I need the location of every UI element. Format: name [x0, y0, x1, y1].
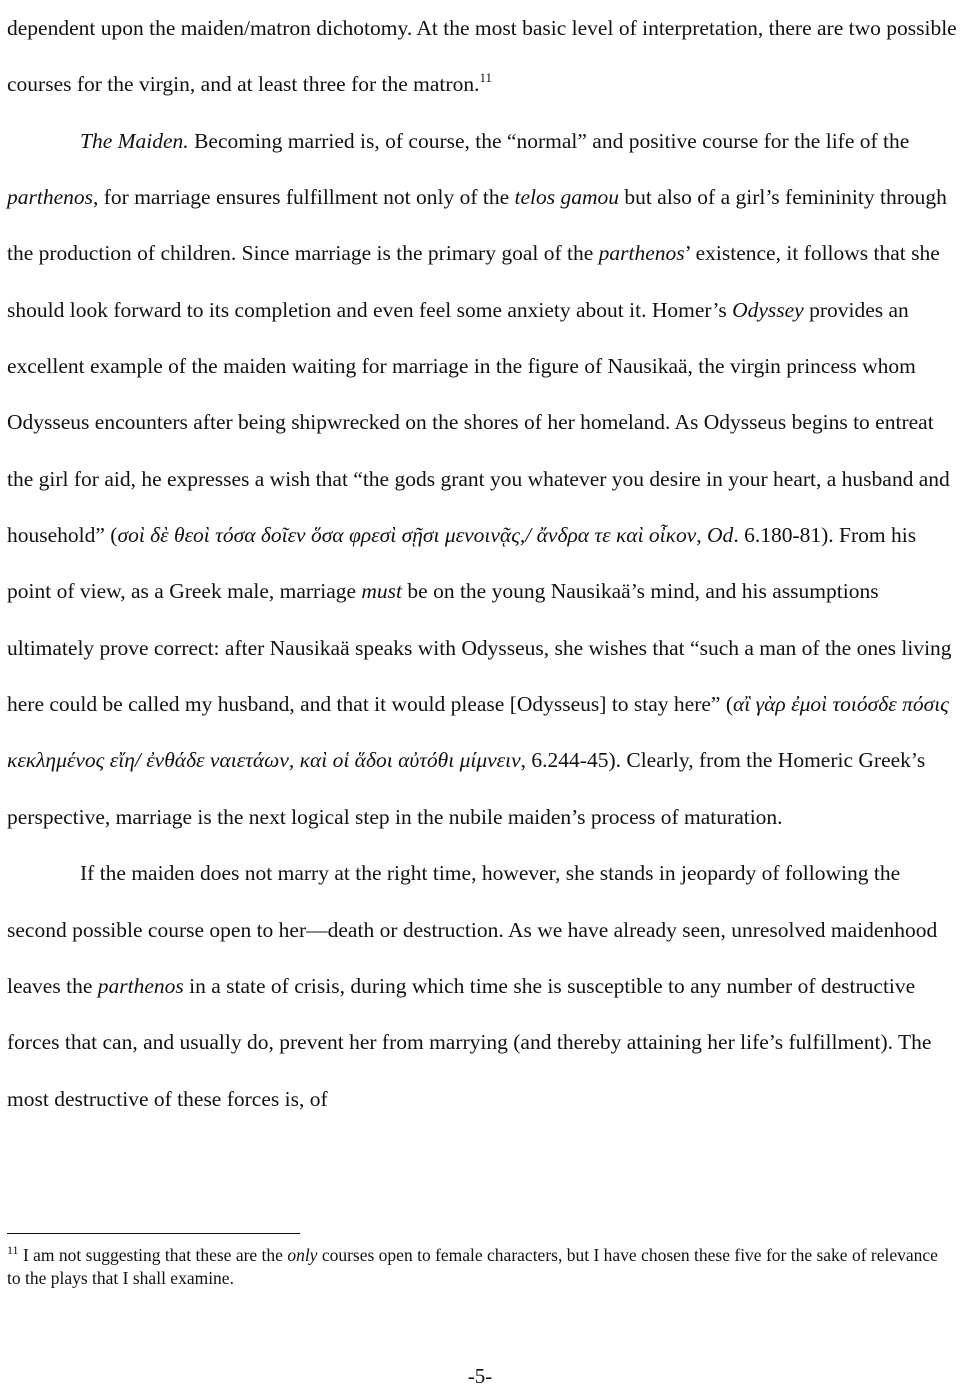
paragraph-text: Becoming married is, of course, the “normal” and positive course for the life of the — [188, 128, 910, 153]
paragraph-text: , — [696, 523, 708, 548]
italic-title: Odyssey — [732, 297, 804, 322]
footnote-number: 11 — [7, 1243, 19, 1257]
footnote-reference[interactable]: 11 — [479, 70, 492, 86]
italic-emphasis: must — [361, 579, 403, 604]
paragraph-text: If the maiden does not marry at the right time, however, she stands in jeopardy of following the second possible course open to her—death or destruction. As we have already seen, unresolved maidenhood leaves the — [7, 861, 938, 998]
main-text — [7, 0, 957, 1127]
italic-emphasis: only — [287, 1245, 318, 1265]
paragraph-text: dependent upon the maiden/matron dichotomy. At the most basic level of interpretation, there are two possible courses for the virgin, and at least three for the matron. — [7, 16, 957, 97]
footnote-text: I am not suggesting that these are the — [18, 1245, 288, 1265]
italic-term: parthenos — [7, 185, 93, 210]
paragraph-text: ’ existence, it follows that she should look forward to its completion and even feel some anxiety about it. Homer’s — [7, 241, 940, 322]
italic-term: telos gamou — [514, 185, 620, 210]
page-body — [7, 0, 957, 1127]
greek-quotation: σοὶ δὲ θεοὶ τόσα δοῖεν ὅσα φρεσὶ σῇσι μενοινᾷς,/ ἄνδρα τε καὶ οἶκον — [117, 523, 697, 548]
greek-quotation: αἲ γὰρ ἐμοὶ τοιόσδε πόσις κεκλημένος εἴη/ ἐνθάδε ναιετάων, καὶ οἱ ἅδοι αὐτόθι μίμνειν — [7, 692, 949, 773]
footnote — [7, 1244, 952, 1290]
page-number: -5- — [467, 1364, 493, 1388]
paragraph-the-maiden — [7, 113, 957, 845]
italic-term: parthenos — [97, 973, 184, 998]
paragraph-destruction — [7, 845, 957, 1127]
italic-title: Od — [707, 523, 734, 548]
paragraph-text: be on the young Nausikaä’s mind, and his assumptions ultimately prove correct: after Nausikaä speaks with Odysseus, she wishes that “such a man of the ones living here could be called my husband, and that it would please [Odysseus] to stay here” ( — [7, 579, 952, 717]
section-heading: The Maiden. — [80, 128, 189, 153]
italic-term: parthenos — [598, 241, 685, 266]
paragraph-text: , 6.244-45). Clearly, from the Homeric Greek’s perspective, marriage is the next logical step in the nubile maiden’s process of maturation. — [7, 748, 926, 829]
paragraph-text: but also of a girl’s femininity through the production of children. Since marriage is the primary goal of the — [7, 185, 947, 266]
paragraph-text: in a state of crisis, during which time she is susceptible to any number of destructive forces that can, and usually do, prevent her from marrying (and thereby attaining her life’s fulfillment). The most destructive of these forces is, of — [7, 973, 932, 1111]
footnote-text: courses open to female characters, but I have chosen these five for the sake of relevance to the plays that I shall examine. — [7, 1245, 938, 1288]
paragraph-text: provides an excellent example of the maiden waiting for marriage in the figure of Nausikaä, the virgin princess whom Odysseus encounters after being shipwrecked on the shores of her homeland. As Odysseus begins to entreat the girl for aid, he expresses a wish that “the gods grant you whatever you desire in your heart, a husband and household” ( — [7, 297, 950, 548]
footnote-divider — [7, 1233, 300, 1234]
paragraph-text: . 6.180-81). From his point of view, as a Greek male, marriage — [7, 523, 917, 604]
paragraph-continued — [7, 0, 957, 113]
paragraph-text: , for marriage ensures fulfillment not only of the — [93, 185, 515, 210]
